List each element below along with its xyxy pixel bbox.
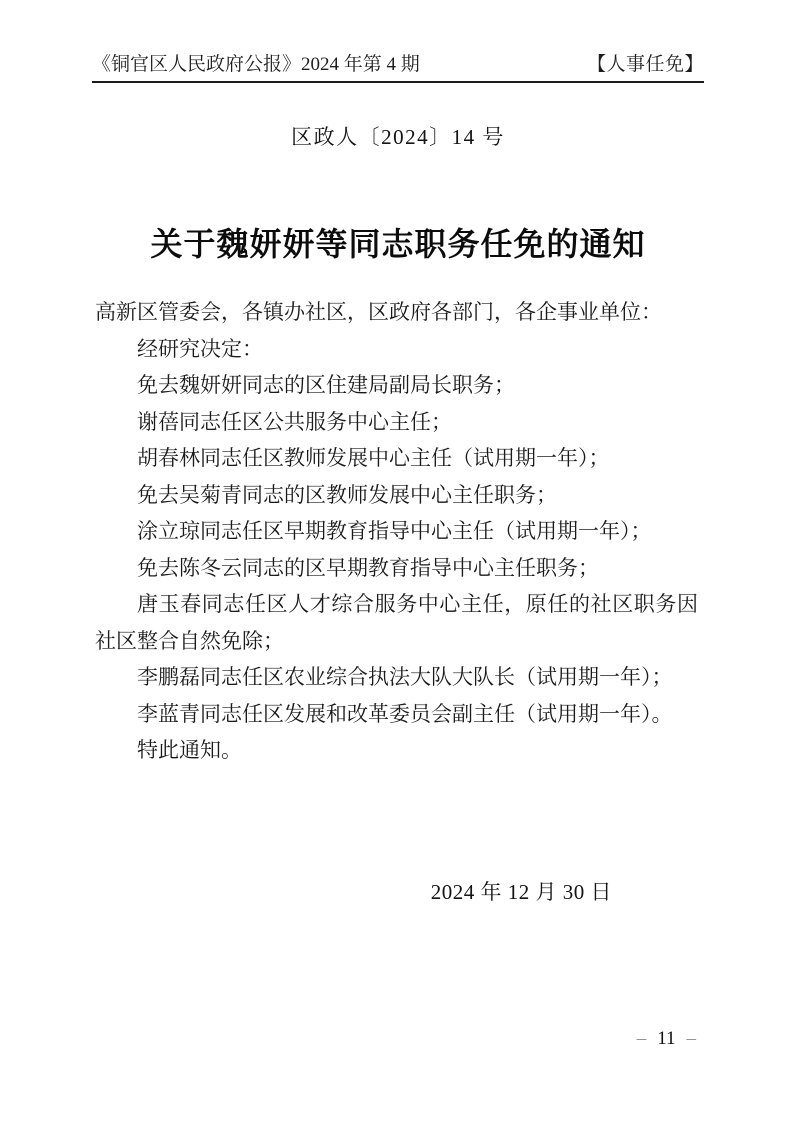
document-title: 关于魏妍妍等同志职务任免的通知 — [150, 226, 646, 262]
body-paragraph: 胡春林同志任区教师发展中心主任（试用期一年）； — [137, 446, 610, 470]
page-number-dash-right: – — [686, 1028, 696, 1049]
body-paragraph: 谢蓓同志任区公共服务中心主任； — [137, 409, 452, 434]
header-publication-title: 《铜官区人民政府公报》2024 年第 4 期 — [92, 54, 420, 75]
page-header — [92, 54, 704, 83]
body-paragraph: 免去魏妍妍同志的区住建局副局长职务； — [137, 373, 515, 397]
page-number-value: 11 — [657, 1028, 676, 1049]
body-paragraph: 免去陈冬云同志的区早期教育指导中心主任职务； — [137, 555, 599, 580]
header-section-label: 【人事任免】 — [586, 54, 704, 75]
body-paragraph: 经研究决定： — [137, 336, 263, 361]
page-number — [637, 1028, 696, 1050]
page-number-dash-left: – — [636, 1028, 647, 1049]
body-paragraph: 唐玉春同志任区人才综合服务中心主任，原任的社区职务因社区整合自然免除； — [95, 592, 698, 653]
body-paragraph: 李蓝青同志任区发展和改革委员会副主任（试用期一年）。 — [137, 701, 673, 726]
salutation-line: 高新区管委会，各镇办社区，区政府各部门，各企事业单位： — [95, 300, 662, 324]
body-paragraph: 李鹏磊同志任区农业综合执法大队大队长（试用期一年）； — [137, 665, 673, 689]
issue-date: 2024 年 12 月 30 日 — [430, 880, 612, 904]
body-paragraph: 免去吴菊青同志的区教师发展中心主任职务； — [137, 482, 557, 507]
body-paragraph: 特此通知。 — [137, 738, 242, 762]
body-paragraph: 涂立琼同志任区早期教育指导中心主任（试用期一年）； — [137, 519, 652, 543]
document-body — [95, 294, 698, 769]
document-number: 区政人〔2024〕14 号 — [291, 125, 505, 149]
